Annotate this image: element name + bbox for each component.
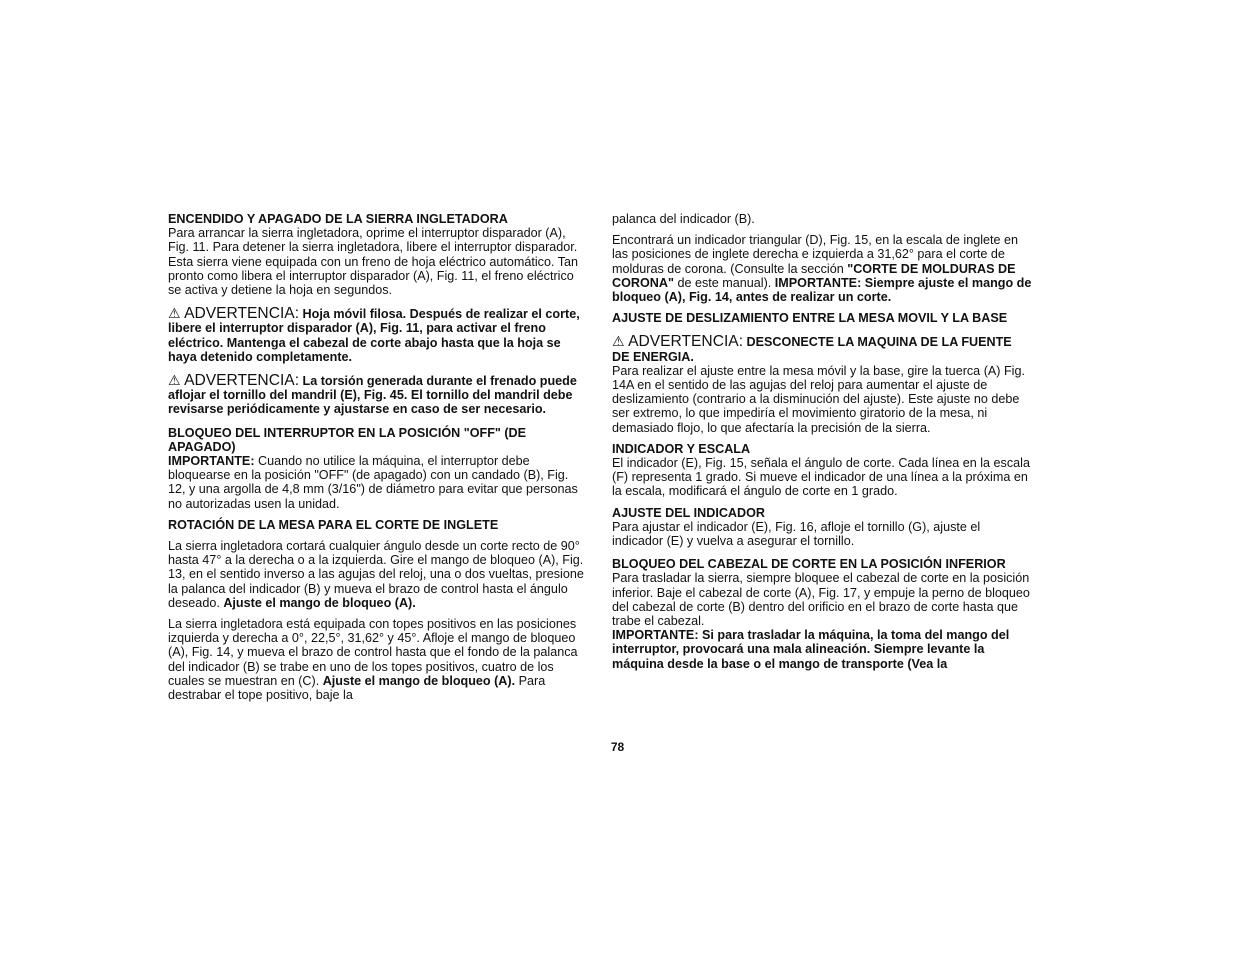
heading-head-lock: BLOQUEO DEL CABEZAL DE CORTE EN LA POSICIÓN INFERIOR — [612, 557, 1006, 572]
paragraph-rotation-1 — [168, 539, 588, 610]
rotation-text-1: La sierra ingletadora cortará cualquier ángulo desde un corte recto de 90° hasta 47° a la derecha o a la izquierda. Gire el mango de bloqueo (A), Fig. 13, en el sentido inverso a las agujas del reloj, una o dos vueltas, presione la palanca del indicador (B) y mueva el brazo de control hasta el ángulo deseado. — [168, 539, 584, 610]
indicator-text-2: de este manual). — [673, 275, 775, 290]
indicator-bold-2: IMPORTANTE: Siempre ajuste el mango de bloqueo (A), Fig. 14, antes de realizar un corte. — [612, 275, 1032, 305]
warning-triangle-icon: ⚠ — [168, 305, 181, 322]
indicator-bold-1: "CORTE DE MOLDURAS DE CORONA" — [612, 261, 1016, 290]
heading-indicator-scale: INDICADOR Y ESCALA — [612, 441, 751, 456]
heading-adjust-indicator: AJUSTE DEL INDICADOR — [612, 505, 766, 520]
page-number: 78 — [610, 740, 625, 754]
paragraph-adjust-indicator: Para ajustar el indicador (E), Fig. 16, afloje el tornillo (G), ajuste el indicador (E) y vuelva a asegurar el tornillo. — [612, 519, 981, 549]
rotation-tail: Para destrabar el tope positivo, baje la — [168, 673, 546, 703]
paragraph-switch-1: Para arrancar la sierra ingletadora, oprime el interruptor disparador (A), Fig. 11. Para detener la sierra ingletadora, libere el interruptor disparador. — [168, 226, 578, 255]
heading-slide-adjust: AJUSTE DE DESLIZAMIENTO ENTRE LA MESA MOVIL Y LA BASE — [612, 311, 1008, 326]
indicator-text-1: Encontrará un indicador triangular (D), Fig. 15, en la escala de inglete en las posiciones de inglete derecha e izquierda a 31,62° para el corte de molduras de corona. (Consulte la sección — [612, 233, 1019, 276]
paragraph-switch-lock — [168, 454, 588, 511]
left-column — [168, 212, 588, 702]
heading-table-rotation: ROTACIÓN DE LA MESA PARA EL CORTE DE INGLETE — [168, 517, 499, 532]
rotation-bold-1: Ajuste el mango de bloqueo (A). — [223, 595, 416, 610]
heading-switch: ENCENDIDO Y APAGADO DE LA SIERRA INGLETADORA — [168, 212, 508, 226]
important-label: IMPORTANTE: — [168, 454, 255, 469]
paragraph-head-lock: Para trasladar la sierra, siempre bloquee el cabezal de corte en la posición inferior. Baje el cabezal de corte (A), Fig. 17, y empuje la perno de bloqueo del cabezal de corte (B) dentro del orificio en el brazo de corte hasta que trabe el cabezal. — [612, 571, 1030, 629]
warning-triangle-icon: ⚠ — [168, 372, 181, 389]
warning-label: ADVERTENCIA: — [184, 372, 300, 390]
paragraph-indicator-triangle — [612, 233, 1032, 304]
paragraph-indicator-scale: El indicador (E), Fig. 15, señala el ángulo de corte. Cada línea en la escala (F) representa 1 grado. Si mueve el indicador de una línea a la próxima en la escala, modificará el ángulo de corte en 1 grado. — [612, 456, 1030, 499]
warning-text: La torsión generada durante el frenado puede aflojar el tornillo del mandril (E), Fig. 45. El tornillo del mandril debe revisarse periódicamente y ajustarse en caso de ser necesario. — [168, 374, 577, 417]
warning-label: ADVERTENCIA: — [628, 333, 744, 351]
paragraph-rotation-2 — [168, 617, 588, 702]
lock-text: Cuando no utilice la máquina, el interruptor debe bloquearse en la posición "OFF" (de apagado) con un candado (B), Fig. 12, y una argolla de 4,8 mm (3/16") de diámetro para evitar que personas no autorizadas usen la unidad. — [168, 454, 578, 511]
warning-text: DESCONECTE LA MAQUINA DE LA FUENTE DE ENERGIA. — [612, 335, 1012, 364]
rotation-bold-2: Ajuste el mango de bloqueo (A). — [322, 673, 516, 688]
paragraph-continuation: palanca del indicador (B). — [612, 212, 755, 226]
warning-label: ADVERTENCIA: — [184, 305, 300, 323]
warning-1 — [168, 306, 588, 364]
heading-switch-lock: BLOQUEO DEL INTERRUPTOR EN LA POSICIÓN "OFF" (DE APAGADO) — [168, 425, 527, 454]
paragraph-switch-2: Esta sierra viene equipada con un freno de hoja eléctrico automático. Tan pronto como libera el interruptor disparador (A), Fig. 11, el freno eléctrico se activa y detiene la hoja en segundos. — [168, 254, 579, 298]
paragraph-head-lock-important: IMPORTANTE: Si para trasladar la máquina, la toma del mango del interruptor, provocará una mala alineación. Siempre levante la máquina desde la base o el mango de transporte (Vea la — [612, 628, 1010, 671]
rotation-text-2: La sierra ingletadora está equipada con topes positivos en las posiciones izquierda y derecha a 0°, 22,5°, 31,62° y 45°. Afloje el mango de bloqueo (A), Fig. 14, y mueva el brazo de control hasta que el fondo de la palanca del indicador (B) se trabe en uno de los topes positivos, cuatro de los cuales se muestran en (C). — [168, 617, 578, 688]
warning-triangle-icon: ⚠ — [612, 333, 625, 350]
warning-3 — [612, 334, 1032, 363]
warning-2 — [168, 373, 588, 417]
paragraph-slide: Para realizar el ajuste entre la mesa móvil y la base, gire la tuerca (A) Fig. 14A en el sentido de las agujas del reloj para aumentar el ajuste de deslizamiento (contrario a la disminución del ajuste). Este ajuste no debe ser extremo, lo que impediría el movimiento giratorio de la mesa, ni demasiado flojo, lo que afectaría la precisión de la sierra. — [612, 363, 1025, 435]
warning-text: Hoja móvil filosa. Después de realizar el corte, libere el interruptor disparador (A), Fig. 11, para activar el freno eléctrico. Mantenga el cabezal de corte abajo hasta que la hoja se haya detenido completamente. — [168, 307, 580, 364]
right-column — [612, 212, 1032, 671]
